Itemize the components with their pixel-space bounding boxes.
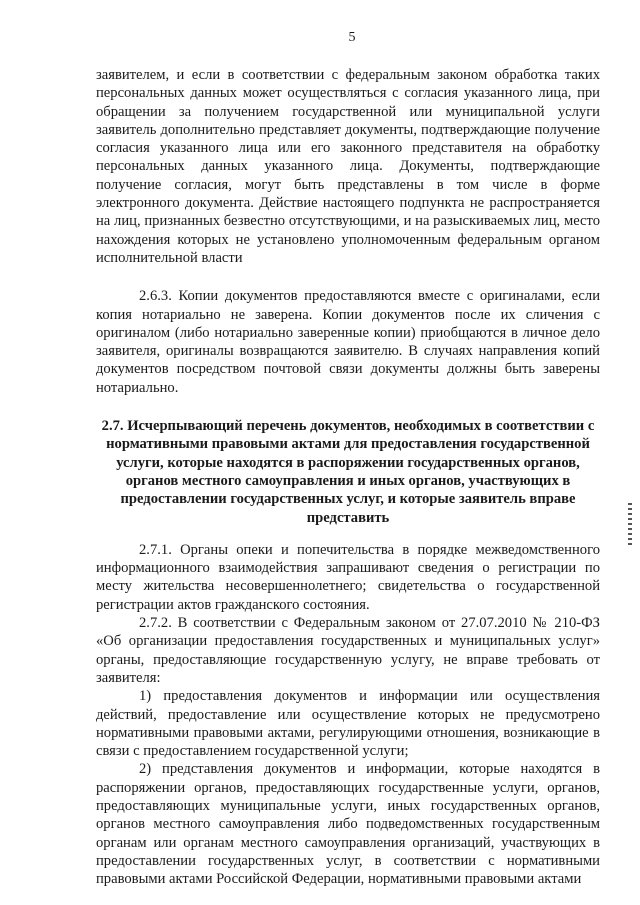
document-page [96,30,600,888]
paragraph-2-7-1: 2.7.1. Органы опеки и попечительства в порядке межведомственного информационного взаимодействия запрашивают сведения о регистрации по месту жительства несовершеннолетнего; свидетельства о государственной регистрации актов гражданского состояния. [96,541,600,613]
scan-margin-mark [628,503,632,547]
section-heading-2-7: 2.7. Исчерпывающий перечень документов, необходимых в соответствии с нормативными правовыми актами для предоставления государственной услуги, которые находятся в распоряжении государственных органов, органов местного самоуправления и иных органов, участвующих в предоставлении государственных услуг, и которые заявитель вправе представить [101,418,595,526]
list-item-2: 2) представления документов и информации, которые находятся в распоряжении органов, предоставляющих государственные услуги, органов, предоставляющих муниципальные услуги, иных государственных органов, органов местного самоуправления либо подведомственных государственным органам или органам местного самоуправления организаций, участвующих в предоставлении государственных услуг, в соответствии с нормативными правовыми актами Российской Федерации, нормативными правовыми актами [96,761,600,888]
paragraph-continuation: заявителем, и если в соответствии с федеральным законом обработка таких персональных данных может осуществляться с согласия указанного лица, при обращении за получением государственной или муниципальной услуги заявитель дополнительно представляет документы, подтверждающие получение согласия указанного лица или его законного представителя на обработку персональных данных указанного лица. Документы, подтверждающие получение согласия, могут быть представлены в том числе в форме электронного документа. Действие настоящего подпункта не распространяется на лиц, признанных безвестно отсутствующими, и на разыскиваемых лиц, место нахождения которых не установлено уполномоченным федеральным органом исполнительной власти [96,67,600,266]
paragraph-2-7-2: 2.7.2. В соответствии с Федеральным законом от 27.07.2010 № 210-ФЗ «Об организации предоставления государственных и муниципальных услуг» органы, предоставляющие государственную услугу, не вправе требовать от заявителя: [96,615,600,686]
page-number: 5 [348,30,356,45]
paragraph-2-6-3: 2.6.3. Копии документов предоставляются вместе с оригиналами, если копия нотариально не заверена. Копии документов после их сличения с оригиналом (либо нотариально заверенные копии) приобщаются в личное дело заявителя, оригиналы возвращаются заявителю. В случаях направления копий документов посредством почтовой связи документы должны быть заверены нотариально. [96,288,600,396]
list-item-1: 1) предоставления документов и информации или осуществления действий, предоставление или осуществление которых не предусмотрено нормативными правовыми актами, регулирующими отношения, возникающие в связи с предоставлением государственной услуги; [96,688,600,760]
